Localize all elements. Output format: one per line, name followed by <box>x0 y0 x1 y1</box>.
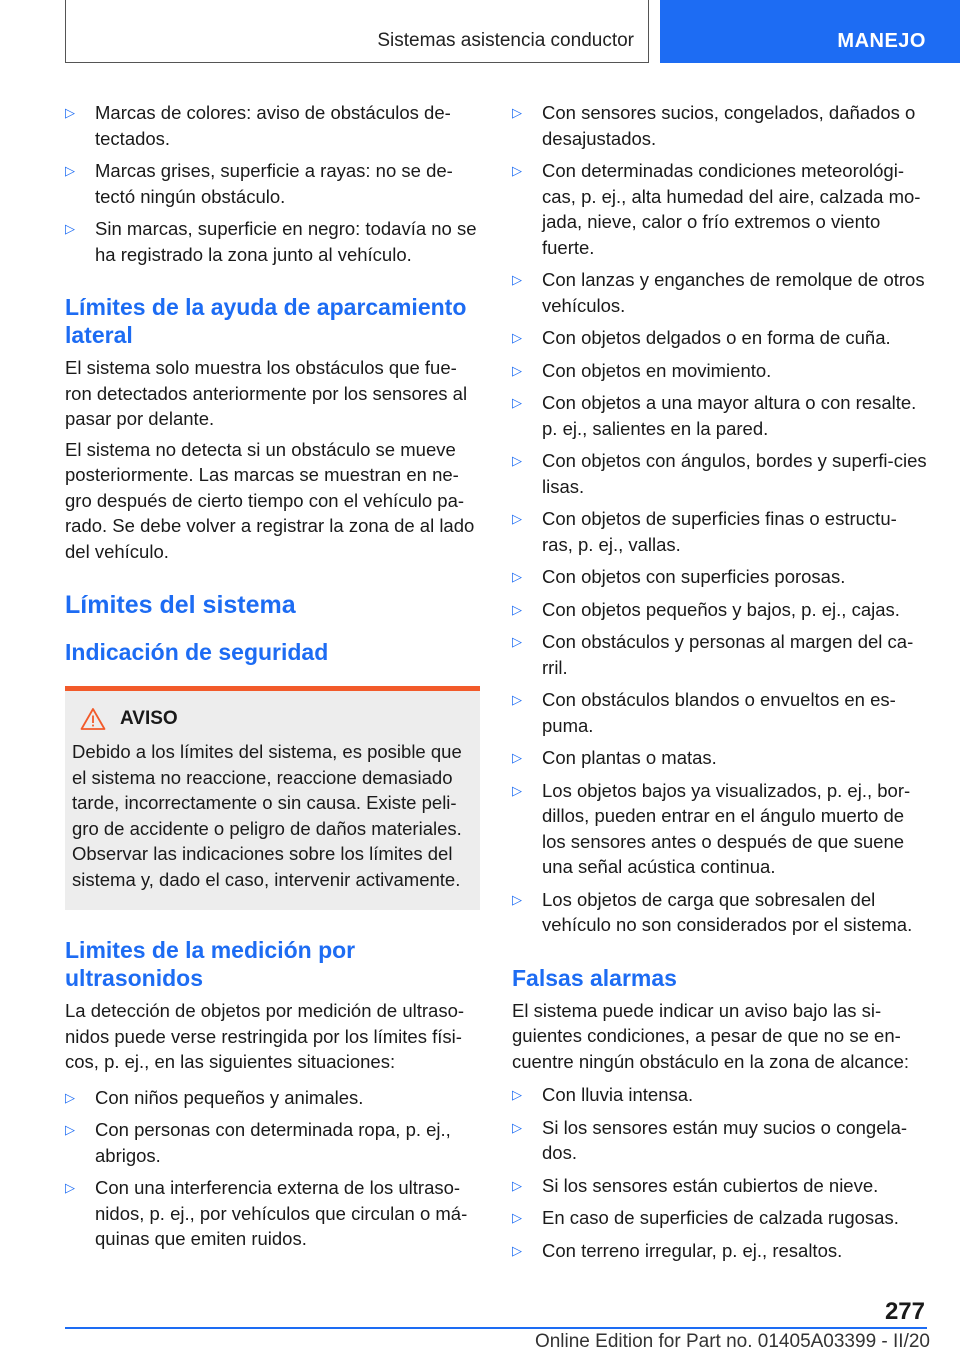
false-alarms-bullet-list <box>512 1082 927 1263</box>
triangle-right-icon: ▷ <box>512 1210 522 1225</box>
triangle-right-icon: ▷ <box>512 634 522 649</box>
triangle-right-icon: ▷ <box>512 782 522 798</box>
intro-bullet-list <box>65 100 480 267</box>
triangle-right-icon: ▷ <box>512 272 522 287</box>
triangle-right-icon: ▷ <box>65 1180 75 1195</box>
list-item: ▷ Con objetos con ángulos, bordes y superfi-cies lisas. <box>512 450 927 497</box>
list-item: ▷ Con objetos con superficies porosas. <box>512 564 927 590</box>
list-item: ▷ Con terreno irregular, p. ej., resaltos. <box>512 1238 927 1264</box>
list-item: ▷ Con niños pequeños y animales. <box>65 1085 480 1111</box>
footer-divider <box>65 1327 927 1329</box>
header-chapter-tab[interactable] <box>660 0 960 63</box>
list-item: ▷ Con objetos delgados o en forma de cuña. <box>512 325 927 351</box>
triangle-right-icon: ▷ <box>512 1242 522 1258</box>
list-item: ▷ Con objetos pequeños y bajos, p. ej., cajas. <box>512 597 927 623</box>
limits-lateral-paragraph-1: El sistema solo muestra los obstáculos que fue-ron detectados anteriormente por los sensores al pasar por delante. <box>65 357 468 429</box>
list-item: ▷ Con lluvia intensa. <box>512 1082 927 1108</box>
list-item: ▷ Marcas de colores: aviso de obstáculos de-tectados. <box>65 102 451 149</box>
list-item: ▷ Con objetos en movimiento. <box>512 358 927 384</box>
footer-edition-text: Online Edition for Part no. 01405A03399 - II/20 <box>534 1331 930 1352</box>
triangle-right-icon: ▷ <box>65 1122 75 1137</box>
warning-label: AVISO <box>120 708 178 729</box>
ultrasonic-heading: Limites de la medición por ultrasonidos <box>65 937 356 991</box>
triangle-right-icon: ▷ <box>512 330 522 345</box>
list-item: ▷ Los objetos de carga que sobresalen del vehículo no son considerados por el sistema. <box>512 888 913 935</box>
false-alarms-paragraph: El sistema puede indicar un aviso bajo las si-guientes condiciones, a pesar de que no se en-cuentre ningún obstáculo en la zona de alcance: <box>512 999 910 1072</box>
list-item: ▷ Los objetos bajos ya visualizados, p. ej., bor-dillos, pueden entrar en el ángulo muerto de los sensores antes o después de que suene una señal acústica continua. <box>512 779 911 877</box>
page-number: 277 <box>884 1298 925 1325</box>
header-chapter-title: MANEJO <box>837 30 926 52</box>
limitations-bullet-list <box>512 100 927 938</box>
list-item: ▷ Con obstáculos y personas al margen del ca-rril. <box>512 631 914 678</box>
system-limits-heading: Límites del sistema <box>65 591 296 619</box>
ultrasonic-bullet-list <box>65 1085 480 1252</box>
list-item: ▷ Sin marcas, superficie en negro: todavía no se ha registrado la zona junto al vehículo. <box>65 218 477 265</box>
warning-text: Debido a los límites del sistema, es posible que el sistema no reaccione, reaccione demasiado tarde, incorrectamente o sin causa. Existe peli-gro de accidente o peligro de daños materiales. Observar las indicaciones sobre los límites del sistema y, dado el caso, intervenir activamente. <box>72 741 462 890</box>
list-item: ▷ Con determinadas condiciones meteorológi-cas, p. ej., alta humedad del aire, calzada mo-jada, nieve, calor o frío extremos o viento fuerte. <box>512 160 921 258</box>
list-item: ▷ Con objetos de superficies finas o estructu-ras, p. ej., vallas. <box>512 508 897 555</box>
list-item: ▷ Con sensores sucios, congelados, dañados o desajustados. <box>512 102 916 149</box>
triangle-right-icon: ▷ <box>512 1177 522 1193</box>
ultrasonic-paragraph: La detección de objetos por medición de ultraso-nidos puede verse restringida por los límites físi-cos, p. ej., en las siguientes situaciones: <box>65 1000 465 1072</box>
left-column <box>65 100 480 1259</box>
list-item: ▷ Marcas grises, superficie a rayas: no se de-tectó ningún obstáculo. <box>65 160 453 207</box>
triangle-right-icon: ▷ <box>512 891 522 907</box>
list-item: ▷ Con personas con determinada ropa, p. ej., abrigos. <box>65 1119 451 1166</box>
triangle-right-icon: ▷ <box>512 453 522 468</box>
warning-header <box>72 707 470 731</box>
triangle-right-icon: ▷ <box>512 601 522 617</box>
limits-lateral-heading: Límites de la ayuda de aparcamiento lateral <box>65 294 467 348</box>
list-item: ▷ Si los sensores están muy sucios o congela-dos. <box>512 1116 908 1163</box>
list-item: ▷ Con obstáculos blandos o envueltos en es-puma. <box>512 689 896 736</box>
triangle-right-icon: ▷ <box>65 163 75 178</box>
list-item: ▷ En caso de superficies de calzada rugosas. <box>512 1205 927 1231</box>
triangle-right-icon: ▷ <box>512 1119 522 1135</box>
triangle-right-icon: ▷ <box>65 105 75 120</box>
list-item: ▷ Si los sensores están cubiertos de nieve. <box>512 1173 927 1199</box>
triangle-right-icon: ▷ <box>65 221 75 236</box>
triangle-right-icon: ▷ <box>512 511 522 526</box>
triangle-right-icon: ▷ <box>512 163 522 178</box>
triangle-right-icon: ▷ <box>512 569 522 584</box>
list-item: ▷ Con plantas o matas. <box>512 745 927 771</box>
header-section-title: Sistemas asistencia conductor <box>377 30 634 51</box>
triangle-right-icon: ▷ <box>512 395 522 410</box>
triangle-right-icon: ▷ <box>65 1089 75 1105</box>
false-alarms-heading: Falsas alarmas <box>512 964 677 991</box>
safety-heading: Indicación de seguridad <box>65 639 329 665</box>
triangle-right-icon: ▷ <box>512 362 522 378</box>
right-column <box>512 100 927 1270</box>
triangle-right-icon: ▷ <box>512 750 522 765</box>
warning-box <box>65 686 480 910</box>
triangle-right-icon: ▷ <box>512 105 522 120</box>
header-section-box <box>65 0 649 63</box>
limits-lateral-paragraph-2: El sistema no detecta si un obstáculo se mueve posteriormente. Las marcas se muestran en ne-gro después de cierto tiempo con el vehículo pa-rado. Se debe volver a registrar la zona de al lado del vehículo. <box>65 438 475 562</box>
warning-triangle-icon <box>80 707 106 731</box>
list-item: ▷ Con lanzas y enganches de remolque de otros vehículos. <box>512 269 925 316</box>
triangle-right-icon: ▷ <box>512 692 522 707</box>
list-item: ▷ Con objetos a una mayor altura o con resalte. p. ej., salientes en la pared. <box>512 392 917 439</box>
triangle-right-icon: ▷ <box>512 1087 522 1102</box>
list-item: ▷ Con una interferencia externa de los ultraso-nidos, p. ej., por vehículos que circulan o má-quinas que emiten ruidos. <box>65 1177 468 1249</box>
